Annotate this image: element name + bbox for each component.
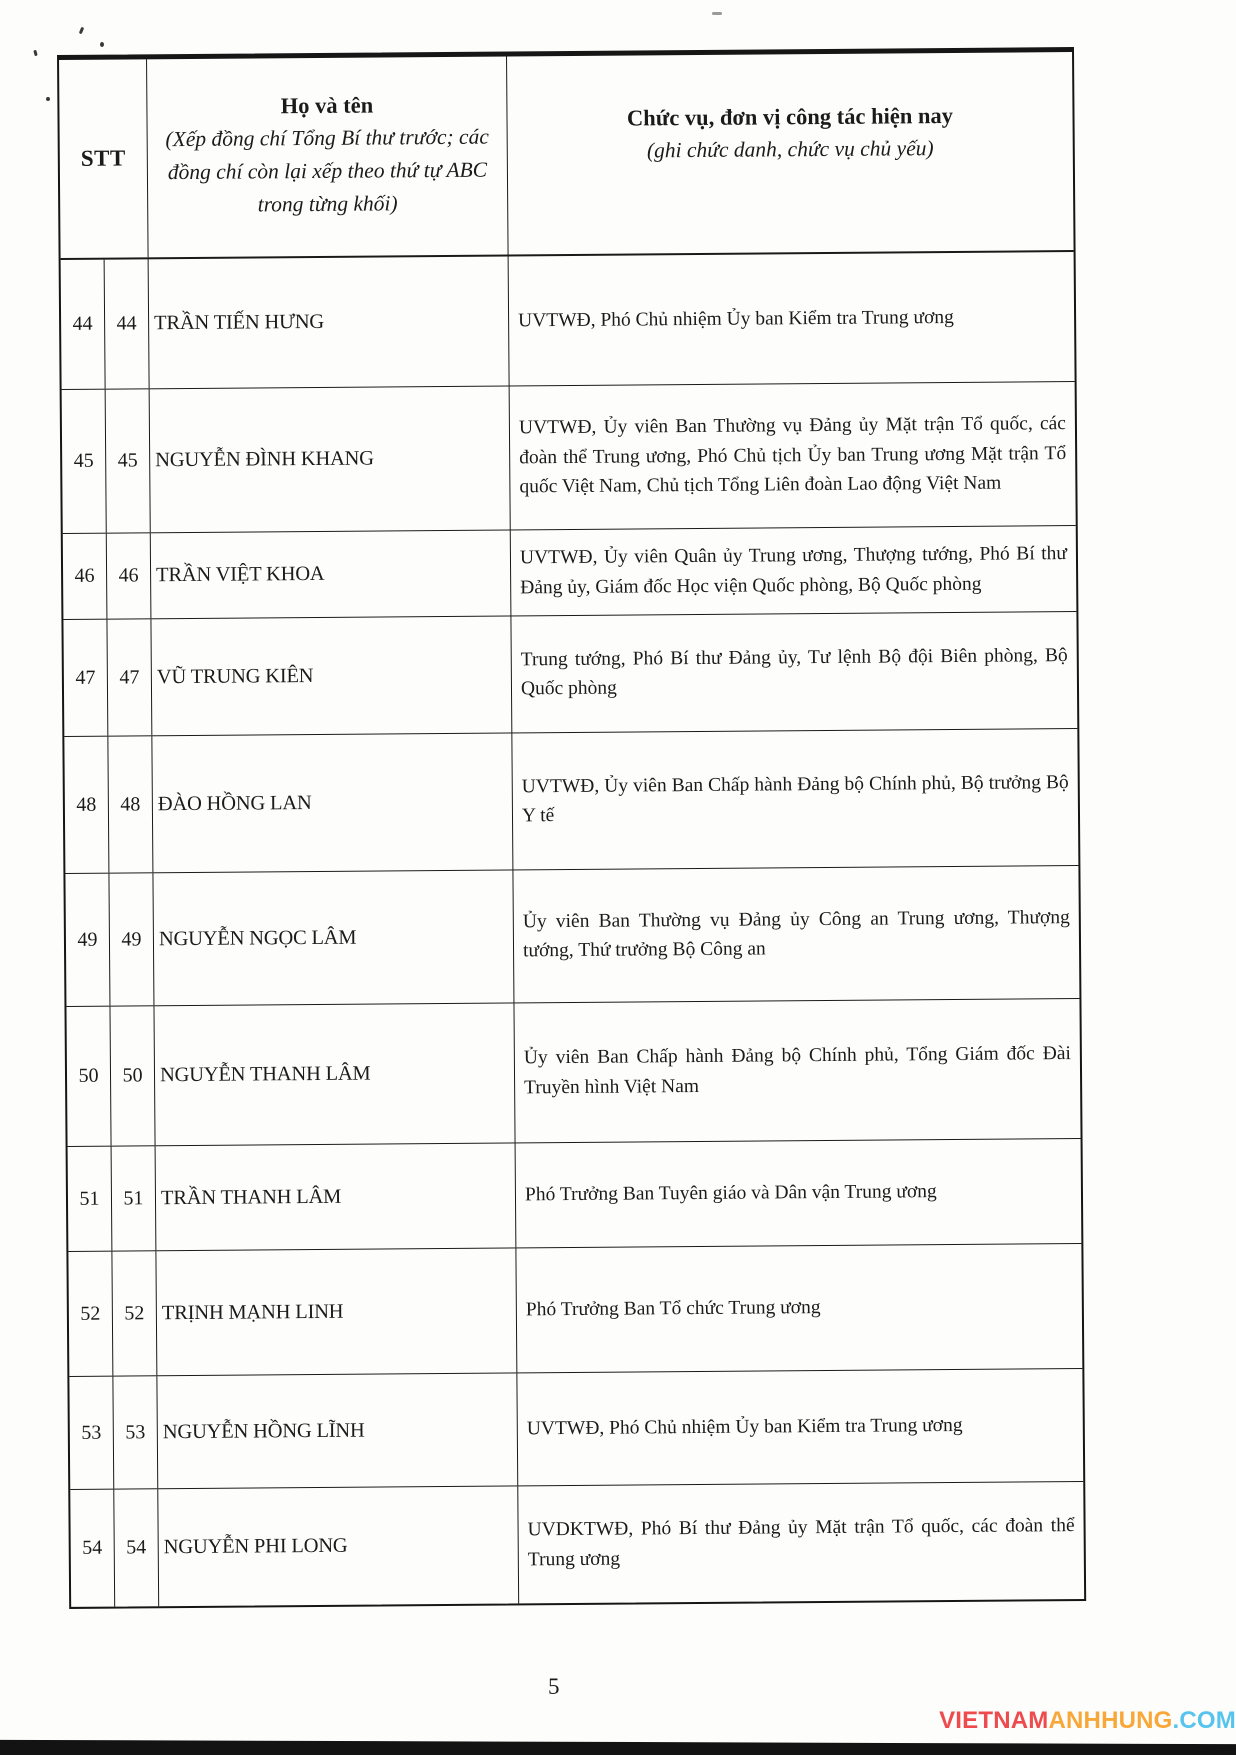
stt-cell-right: 54 bbox=[114, 1489, 159, 1606]
role-cell bbox=[509, 252, 1075, 385]
stt-cell-right: 46 bbox=[107, 533, 152, 618]
name-cell: TRẦN TIẾN HƯNG bbox=[149, 256, 510, 388]
stt-cell-left: 51 bbox=[68, 1147, 113, 1251]
table-row bbox=[61, 252, 1075, 390]
stt-cell-left: 48 bbox=[64, 737, 109, 873]
stt-cell-right: 53 bbox=[113, 1376, 158, 1488]
stt-cell-left: 50 bbox=[66, 1007, 111, 1146]
scan-speck bbox=[712, 12, 722, 15]
stt-cell-right: 47 bbox=[107, 619, 152, 735]
stt-cell-left: 52 bbox=[68, 1252, 113, 1376]
page-number: 5 bbox=[548, 1674, 560, 1699]
stt-cell-left: 46 bbox=[63, 534, 108, 619]
stt-cell-right: 50 bbox=[110, 1006, 155, 1145]
table-row bbox=[69, 1369, 1083, 1490]
role-text: Phó Trưởng Ban Tuyên giáo và Dân vận Trung ương bbox=[524, 1181, 937, 1206]
stt-cell-right: 52 bbox=[112, 1251, 157, 1375]
name-cell: NGUYỄN PHI LONG bbox=[158, 1486, 519, 1606]
table-row bbox=[68, 1244, 1082, 1377]
role-cell bbox=[514, 999, 1080, 1142]
role-cell bbox=[511, 526, 1077, 615]
scan-speck bbox=[100, 42, 104, 47]
stt-cell-left: 44 bbox=[61, 260, 106, 389]
role-text: Ủy viên Ban Thường vụ Đảng ủy Công an Trung ương, Thượng tướng, Thứ trưởng Bộ Công an bbox=[522, 906, 1070, 962]
table-row bbox=[68, 1139, 1082, 1252]
name-cell: NGUYỄN THANH LÂM bbox=[154, 1003, 515, 1145]
role-cell bbox=[513, 866, 1079, 1002]
stt-cell-right: 45 bbox=[106, 389, 151, 532]
name-cell: TRẦN THANH LÂM bbox=[156, 1143, 517, 1250]
role-text: UVTWĐ, Ủy viên Ban Chấp hành Đảng bộ Chính phủ, Bộ trưởng Bộ Y tế bbox=[521, 771, 1069, 827]
header-name-subtitle: (Xếp đồng chí Tổng Bí thư trước; các đồng chí còn lại xếp theo thứ tự ABC trong từng khối) bbox=[165, 124, 489, 217]
header-name bbox=[147, 56, 509, 257]
table-tilt-wrapper bbox=[57, 47, 1086, 1609]
name-cell: TRẦN VIỆT KHOA bbox=[151, 530, 512, 618]
role-text: UVTWĐ, Ủy viên Ban Thường vụ Đảng ủy Mặt trận Tổ quốc, các đoàn thể Trung ương, Phó Chủ tịch Ủy ban Trung ương Mặt trận Tổ quốc Việt Nam, Chủ tịch Tổng Liên đoàn Lao động Việt Nam bbox=[518, 413, 1067, 498]
role-cell bbox=[518, 1482, 1084, 1603]
stt-cell-right: 48 bbox=[108, 736, 153, 872]
role-text: UVTWĐ, Ủy viên Quân ủy Trung ương, Thượng tướng, Phó Bí thư Đảng ủy, Giám đốc Học viện Quốc phòng, Bộ Quốc phòng bbox=[519, 543, 1068, 598]
name-cell: TRỊNH MẠNH LINH bbox=[156, 1248, 517, 1375]
table-row bbox=[63, 612, 1077, 737]
table-row bbox=[65, 866, 1079, 1007]
stt-cell-left: 54 bbox=[70, 1490, 115, 1607]
table-header-row bbox=[59, 52, 1074, 260]
stt-cell-right: 49 bbox=[109, 873, 154, 1005]
stt-cell-left: 47 bbox=[63, 620, 108, 736]
role-text: UVTWĐ, Phó Chủ nhiệm Ủy ban Kiểm tra Trung ương bbox=[518, 306, 954, 332]
role-cell bbox=[517, 1369, 1083, 1485]
table-row bbox=[70, 1482, 1084, 1607]
stt-cell-left: 49 bbox=[65, 874, 110, 1006]
stt-cell-right: 51 bbox=[112, 1146, 157, 1250]
name-cell: ĐÀO HỒNG LAN bbox=[152, 733, 513, 872]
scan-speck bbox=[33, 50, 37, 57]
role-text: Trung tướng, Phó Bí thư Đảng ủy, Tư lệnh Bộ đội Biên phòng, Bộ Quốc phòng bbox=[520, 644, 1068, 700]
stt-cell-left: 53 bbox=[69, 1377, 114, 1489]
role-cell bbox=[511, 612, 1077, 732]
table-row bbox=[62, 382, 1076, 534]
table-body bbox=[61, 252, 1085, 1607]
stt-cell-left: 45 bbox=[62, 390, 107, 533]
role-text: UVDKTWĐ, Phó Bí thư Đảng ủy Mặt trận Tổ quốc, các đoàn thể Trung ương bbox=[527, 1515, 1075, 1570]
role-cell bbox=[512, 729, 1078, 869]
table-row bbox=[64, 729, 1078, 874]
header-role-subtitle: (ghi chức danh, chức vụ chủ yếu) bbox=[646, 136, 934, 163]
header-role-title: Chức vụ, đơn vị công tác hiện nay bbox=[626, 102, 954, 131]
watermark-part-anhhung: ANHHUNG bbox=[1048, 1707, 1173, 1734]
name-cell: NGUYỄN ĐÌNH KHANG bbox=[150, 386, 511, 532]
header-stt: STT bbox=[59, 59, 149, 258]
role-cell bbox=[516, 1244, 1082, 1372]
watermark-part-vietnam: VIETNAM bbox=[939, 1707, 1049, 1734]
scan-speck bbox=[46, 97, 50, 101]
personnel-table bbox=[57, 47, 1086, 1609]
role-text: Phó Trưởng Ban Tổ chức Trung ương bbox=[525, 1297, 821, 1321]
role-cell bbox=[516, 1139, 1082, 1247]
role-cell bbox=[510, 382, 1076, 529]
stt-cell-right: 44 bbox=[105, 259, 150, 388]
role-text: Ủy viên Ban Chấp hành Đảng bộ Chính phủ, Tổng Giám đốc Đài Truyền hình Việt Nam bbox=[523, 1043, 1071, 1098]
header-name-title: Họ và tên bbox=[280, 92, 374, 119]
watermark-part-com: .COM bbox=[1172, 1707, 1236, 1734]
name-cell: VŨ TRUNG KIÊN bbox=[151, 616, 512, 735]
scan-edge-bar bbox=[0, 1740, 1236, 1755]
table-row bbox=[63, 526, 1077, 620]
watermark bbox=[939, 1707, 1236, 1735]
table-row bbox=[66, 999, 1080, 1147]
scan-speck bbox=[79, 27, 84, 35]
role-text: UVTWĐ, Phó Chủ nhiệm Ủy ban Kiểm tra Trung ương bbox=[526, 1415, 963, 1440]
name-cell: NGUYỄN HỒNG LĨNH bbox=[157, 1373, 518, 1488]
header-role bbox=[507, 52, 1074, 254]
name-cell: NGUYỄN NGỌC LÂM bbox=[153, 870, 514, 1005]
